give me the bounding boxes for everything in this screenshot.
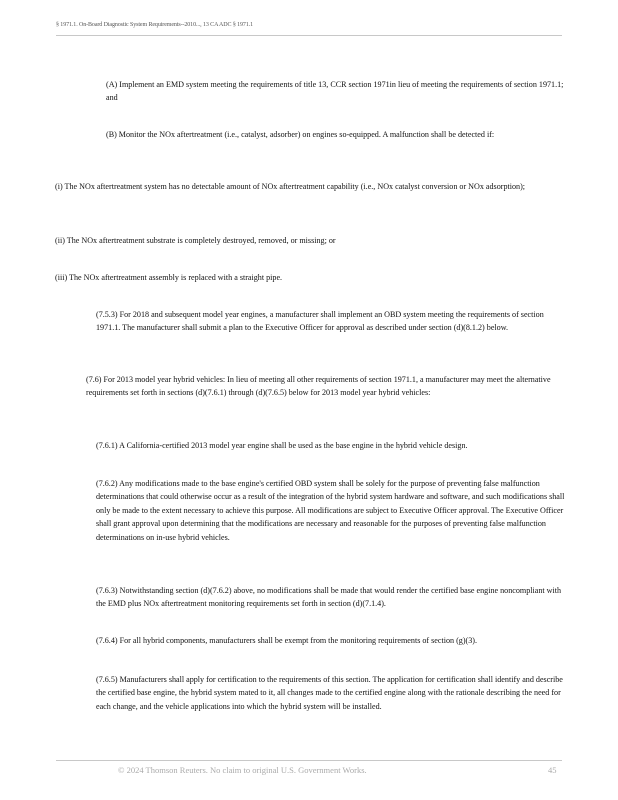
paragraph-7-6-3: (7.6.3) Notwithstanding section (d)(7.6.2) above, no modifications shall be made that would render the certified base engine noncompliant with the EMD plus NOx aftertreatment monitoring requirements set forth in section (d)(7.1.4). [96,586,562,609]
paragraph-7-6-2: (7.6.2) Any modifications made to the base engine's certified OBD system shall be solely for the purpose of preventing false malfunction determinations that could otherwise occur as a result of the integration of the hybrid system hardware and software, and such modifications shall only be made to the extent necessary to achieve this purpose. All modifications are subject to Executive Officer approval. The Executive Officer shall grant approval upon determining that the modifications are necessary and reasonable for the purposes of preventing false malfunction determinations on in-use hybrid vehicles. [96,479,565,542]
header-rule [56,35,562,36]
paragraph-b: (B) Monitor the NOx aftertreatment (i.e., catalyst, adsorber) on engines so-equipped. A malfunction shall be detected if: [106,130,495,139]
paragraph-7-6-5: (7.6.5) Manufacturers shall apply for certification to the requirements of this section. The application for certification shall identify and describe the certified base engine, the hybrid system mated to it, all changes made to the certified engine along with the rationale describing the need for each change, and the vehicle applications into which the hybrid system will be installed. [96,675,563,711]
footer-rule [56,760,562,761]
paragraph-7-6-4: (7.6.4) For all hybrid components, manufacturers shall be exempt from the monitoring requirements of section (g)(3). [96,636,477,645]
paragraph-i: (i) The NOx aftertreatment system has no detectable amount of NOx aftertreatment capability (i.e., NOx catalyst conversion or NOx adsorption); [55,182,526,191]
footer-copyright: © 2024 Thomson Reuters. No claim to original U.S. Government Works. [118,765,367,775]
paragraph-a: (A) Implement an EMD system meeting the requirements of title 13, CCR section 1971in lieu of meeting the requirements of section 1971.1; and [106,80,564,103]
paragraph-7-5-3: (7.5.3) For 2018 and subsequent model year engines, a manufacturer shall implement an OBD system meeting the requirements of section 1971.1. The manufacturer shall submit a plan to the Executive Officer for approval as described under section (d)(8.1.2) below. [96,310,544,333]
paragraph-iii: (iii) The NOx aftertreatment assembly is replaced with a straight pipe. [55,273,283,282]
paragraph-7-6: (7.6) For 2013 model year hybrid vehicles: In lieu of meeting all other requirements of section 1971.1, a manufacturer may meet the alternative requirements set forth in sections (d)(7.6.1) through (d)(7.6.5) below for 2013 model year hybrid vehicles: [86,375,551,398]
running-head: § 1971.1. On-Board Diagnostic System Requirements--2010..., 13 CA ADC § 1971.1 [56,22,254,28]
page-number: 45 [548,765,557,775]
paragraph-7-6-1: (7.6.1) A California-certified 2013 model year engine shall be used as the base engine in the hybrid vehicle design. [96,441,468,450]
paragraph-ii: (ii) The NOx aftertreatment substrate is completely destroyed, removed, or missing; or [55,236,336,245]
